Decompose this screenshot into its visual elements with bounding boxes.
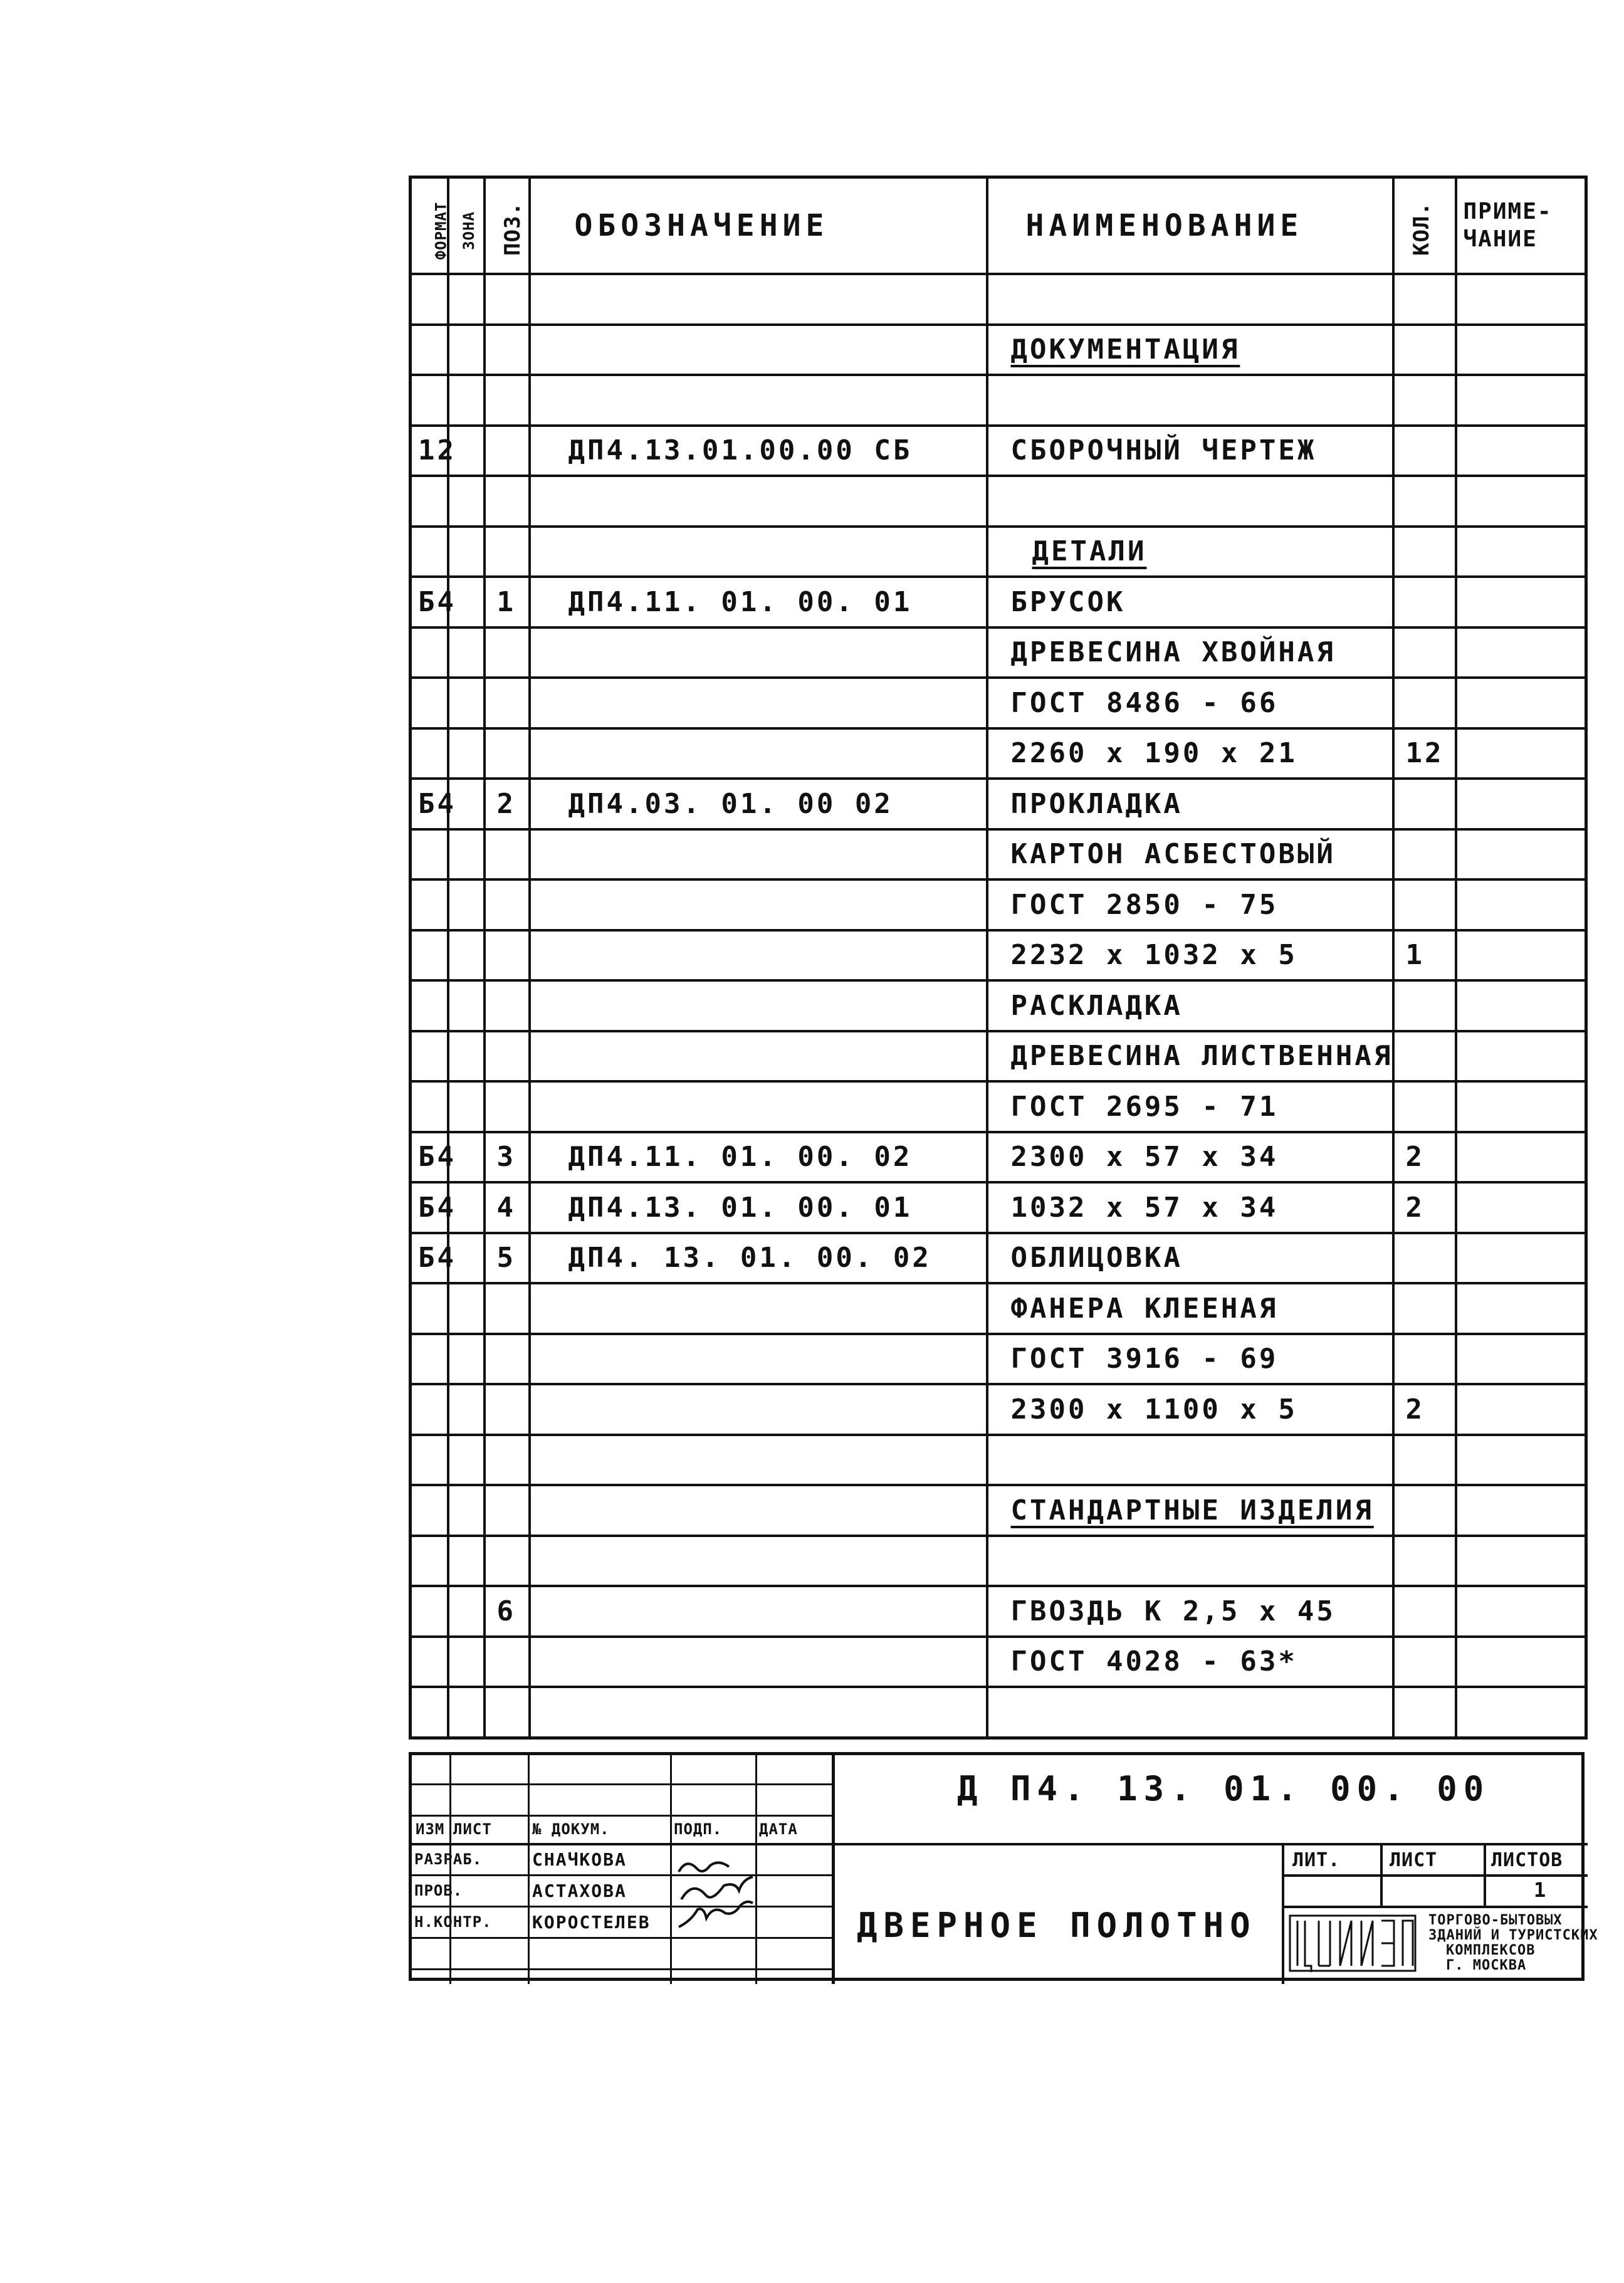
- name-cell: [987, 1536, 1393, 1587]
- note-cell: [1456, 375, 1586, 426]
- position-cell: [485, 1536, 530, 1587]
- quantity-cell: [1393, 1334, 1456, 1385]
- format-cell: [411, 1435, 448, 1486]
- position-cell: [485, 325, 530, 375]
- note-cell: [1456, 274, 1586, 325]
- position-cell: 4: [485, 1182, 530, 1233]
- designation-cell: ДП4. 13. 01. 00. 02: [530, 1233, 987, 1284]
- label-list: ЛИСТ: [453, 1820, 492, 1838]
- position-cell: [485, 1637, 530, 1687]
- name-cell: БРУСОК: [987, 577, 1393, 627]
- zone-cell: [448, 678, 485, 728]
- format-cell: [411, 1081, 448, 1132]
- table-row: [411, 1182, 1586, 1233]
- table-row: [411, 1586, 1586, 1637]
- designation-cell: [530, 980, 987, 1031]
- name-cell: 1032 х 57 х 34: [987, 1182, 1393, 1233]
- position-cell: [485, 980, 530, 1031]
- note-cell: [1456, 426, 1586, 476]
- header-qty: КОЛ.: [1393, 177, 1456, 275]
- organization-logo: [1286, 1912, 1424, 1975]
- quantity-cell: [1393, 325, 1456, 375]
- position-cell: [485, 829, 530, 880]
- quantity-cell: 1: [1393, 930, 1456, 981]
- quantity-cell: [1393, 980, 1456, 1031]
- note-cell: [1456, 728, 1586, 779]
- name-cell: 2300 х 57 х 34: [987, 1132, 1393, 1183]
- note-cell: [1456, 879, 1586, 930]
- table-row: [411, 375, 1586, 426]
- table-row: [411, 930, 1586, 981]
- header-designation: ОБОЗНАЧЕНИЕ: [530, 177, 987, 275]
- quantity-cell: [1393, 1283, 1456, 1334]
- position-cell: [485, 627, 530, 678]
- label-izm: ИЗМ: [416, 1820, 445, 1838]
- name-cell: ГОСТ 2850 - 75: [987, 879, 1393, 930]
- position-cell: 6: [485, 1586, 530, 1637]
- note-cell: [1456, 1132, 1586, 1183]
- zone-cell: [448, 325, 485, 375]
- designation-cell: ДП4.11. 01. 00. 02: [530, 1132, 987, 1183]
- designation-cell: [530, 476, 987, 527]
- format-cell: [411, 1031, 448, 1082]
- table-row: [411, 1384, 1586, 1435]
- position-cell: [485, 426, 530, 476]
- header-row: [411, 177, 1586, 275]
- zone-cell: [448, 1687, 485, 1738]
- zone-cell: [448, 829, 485, 880]
- zone-cell: [448, 1283, 485, 1334]
- position-cell: [485, 930, 530, 981]
- role-checker: ПРОВ.: [414, 1882, 463, 1899]
- designation-cell: [530, 1485, 987, 1536]
- name-cell: ГОСТ 4028 - 63*: [987, 1637, 1393, 1687]
- specification-sheet: [409, 176, 1598, 1981]
- zone-cell: [448, 274, 485, 325]
- role-developer: РАЗРАБ.: [414, 1850, 483, 1868]
- zone-cell: [448, 1031, 485, 1082]
- name-developer: СНАЧКОВА: [532, 1849, 627, 1870]
- note-cell: [1456, 1334, 1586, 1385]
- note-cell: [1456, 1485, 1586, 1536]
- note-cell: [1456, 980, 1586, 1031]
- note-cell: [1456, 476, 1586, 527]
- note-cell: [1456, 1283, 1586, 1334]
- name-cell: СТАНДАРТНЫЕ ИЗДЕЛИЯ: [987, 1485, 1393, 1536]
- format-cell: [411, 1586, 448, 1637]
- zone-cell: [448, 1586, 485, 1637]
- table-row: [411, 1031, 1586, 1082]
- format-cell: Б4: [411, 1132, 448, 1183]
- quantity-cell: [1393, 678, 1456, 728]
- position-cell: [485, 476, 530, 527]
- format-cell: [411, 930, 448, 981]
- quantity-cell: [1393, 577, 1456, 627]
- name-cell: ДЕТАЛИ: [987, 527, 1393, 577]
- quantity-cell: [1393, 779, 1456, 829]
- label-date: ДАТА: [759, 1820, 798, 1838]
- note-cell: [1456, 1435, 1586, 1486]
- quantity-cell: 12: [1393, 728, 1456, 779]
- designation-cell: [530, 678, 987, 728]
- format-cell: [411, 1485, 448, 1536]
- position-cell: 1: [485, 577, 530, 627]
- name-cell: ДРЕВЕСИНА ХВОЙНАЯ: [987, 627, 1393, 678]
- format-cell: 12: [411, 426, 448, 476]
- quantity-cell: [1393, 829, 1456, 880]
- designation-cell: ДП4.03. 01. 00 02: [530, 779, 987, 829]
- table-row: [411, 1485, 1586, 1536]
- name-cell: 2300 х 1100 х 5: [987, 1384, 1393, 1435]
- designation-cell: [530, 1384, 987, 1435]
- format-cell: [411, 1334, 448, 1385]
- position-cell: [485, 1283, 530, 1334]
- format-cell: Б4: [411, 779, 448, 829]
- header-format: ФОРМАТ: [411, 177, 448, 275]
- note-cell: [1456, 527, 1586, 577]
- zone-cell: [448, 980, 485, 1031]
- position-cell: [485, 1384, 530, 1435]
- note-cell: [1456, 1536, 1586, 1587]
- format-cell: [411, 980, 448, 1031]
- format-cell: Б4: [411, 577, 448, 627]
- position-cell: 2: [485, 779, 530, 829]
- table-row: [411, 1637, 1586, 1687]
- quantity-cell: [1393, 1637, 1456, 1687]
- note-cell: [1456, 930, 1586, 981]
- format-cell: [411, 1283, 448, 1334]
- header-pos: ПОЗ.: [485, 177, 530, 275]
- note-cell: [1456, 1081, 1586, 1132]
- designation-cell: [530, 1334, 987, 1385]
- format-cell: Б4: [411, 1182, 448, 1233]
- table-row: [411, 980, 1586, 1031]
- designation-cell: [530, 879, 987, 930]
- designation-cell: [530, 829, 987, 880]
- format-cell: [411, 728, 448, 779]
- org-line-1: ТОРГОВО-БЫТОВЫХ: [1428, 1913, 1563, 1928]
- name-cell: 2260 х 190 х 21: [987, 728, 1393, 779]
- quantity-cell: [1393, 627, 1456, 678]
- note-cell: [1456, 1233, 1586, 1284]
- quantity-cell: [1393, 1687, 1456, 1738]
- label-sheets: ЛИСТОВ: [1491, 1849, 1563, 1871]
- format-cell: [411, 476, 448, 527]
- position-cell: [485, 1687, 530, 1738]
- name-cell: ДОКУМЕНТАЦИЯ: [987, 325, 1393, 375]
- position-cell: [485, 728, 530, 779]
- table-row: [411, 577, 1586, 627]
- note-cell: [1456, 1586, 1586, 1637]
- table-row: [411, 627, 1586, 678]
- designation-cell: [530, 1031, 987, 1082]
- name-cell: 2232 х 1032 х 5: [987, 930, 1393, 981]
- table-row: [411, 426, 1586, 476]
- table-row: [411, 1081, 1586, 1132]
- position-cell: [485, 1485, 530, 1536]
- table-row: [411, 1536, 1586, 1587]
- position-cell: [485, 678, 530, 728]
- name-cell: ГОСТ 3916 - 69: [987, 1334, 1393, 1385]
- quantity-cell: [1393, 1233, 1456, 1284]
- org-line-4: Г. МОСКВА: [1446, 1958, 1527, 1973]
- note-cell: [1456, 577, 1586, 627]
- zone-cell: [448, 1536, 485, 1587]
- designation-cell: [530, 1435, 987, 1486]
- quantity-cell: 2: [1393, 1384, 1456, 1435]
- zone-cell: [448, 930, 485, 981]
- table-row: [411, 879, 1586, 930]
- role-norm-control: Н.КОНТР.: [414, 1913, 492, 1931]
- header-zone: ЗОНА: [448, 177, 485, 275]
- quantity-cell: [1393, 1485, 1456, 1536]
- zone-cell: [448, 1637, 485, 1687]
- table-row: [411, 1435, 1586, 1486]
- name-cell: ПРОКЛАДКА: [987, 779, 1393, 829]
- format-cell: [411, 1536, 448, 1587]
- name-cell: [987, 1435, 1393, 1486]
- zone-cell: [448, 476, 485, 527]
- format-cell: [411, 274, 448, 325]
- zone-cell: [448, 627, 485, 678]
- zone-cell: [448, 375, 485, 426]
- designation-cell: [530, 1081, 987, 1132]
- zone-cell: [448, 1435, 485, 1486]
- format-cell: [411, 527, 448, 577]
- note-cell: [1456, 627, 1586, 678]
- header-name: НАИМЕНОВАНИЕ: [987, 177, 1393, 275]
- name-checker: АСТАХОВА: [532, 1881, 627, 1901]
- quantity-cell: [1393, 527, 1456, 577]
- quantity-cell: [1393, 274, 1456, 325]
- designation-cell: [530, 1536, 987, 1587]
- name-cell: ГОСТ 2695 - 71: [987, 1081, 1393, 1132]
- table-row: [411, 1283, 1586, 1334]
- designation-cell: [530, 728, 987, 779]
- quantity-cell: [1393, 879, 1456, 930]
- table-row: [411, 829, 1586, 880]
- quantity-cell: [1393, 1081, 1456, 1132]
- position-cell: [485, 879, 530, 930]
- zone-cell: [448, 728, 485, 779]
- note-cell: [1456, 829, 1586, 880]
- position-cell: [485, 527, 530, 577]
- position-cell: [485, 274, 530, 325]
- zone-cell: [448, 1334, 485, 1385]
- designation-cell: [530, 325, 987, 375]
- header-note: ПРИМЕ-ЧАНИЕ: [1456, 177, 1586, 275]
- note-cell: [1456, 1031, 1586, 1082]
- name-cell: РАСКЛАДКА: [987, 980, 1393, 1031]
- table-row: [411, 476, 1586, 527]
- format-cell: [411, 829, 448, 880]
- note-cell: [1456, 325, 1586, 375]
- position-cell: 5: [485, 1233, 530, 1284]
- title-block: [409, 1752, 1598, 1981]
- zone-cell: [448, 1384, 485, 1435]
- sheets-value: 1: [1534, 1878, 1547, 1902]
- quantity-cell: [1393, 476, 1456, 527]
- signatures: [674, 1847, 793, 1941]
- designation-cell: [530, 1687, 987, 1738]
- table-row: [411, 728, 1586, 779]
- document-code: Д П4. 13. 01. 00. 00: [957, 1769, 1490, 1808]
- name-cell: ДРЕВЕСИНА ЛИСТВЕННАЯ: [987, 1031, 1393, 1082]
- document-title: ДВЕРНОЕ ПОЛОТНО: [857, 1906, 1257, 1945]
- position-cell: [485, 1031, 530, 1082]
- note-cell: [1456, 1687, 1586, 1738]
- table-row: [411, 1233, 1586, 1284]
- name-cell: СБОРОЧНЫЙ ЧЕРТЕЖ: [987, 426, 1393, 476]
- note-cell: [1456, 678, 1586, 728]
- name-cell: [987, 476, 1393, 527]
- table-row: [411, 325, 1586, 375]
- format-cell: [411, 627, 448, 678]
- quantity-cell: [1393, 375, 1456, 426]
- note-cell: [1456, 1182, 1586, 1233]
- quantity-cell: 2: [1393, 1132, 1456, 1183]
- designation-cell: [530, 375, 987, 426]
- format-cell: [411, 879, 448, 930]
- designation-cell: ДП4.13.01.00.00 СБ: [530, 426, 987, 476]
- name-cell: ГОСТ 8486 - 66: [987, 678, 1393, 728]
- position-cell: [485, 1081, 530, 1132]
- designation-cell: ДП4.13. 01. 00. 01: [530, 1182, 987, 1233]
- org-line-3: КОМПЛЕКСОВ: [1446, 1943, 1536, 1958]
- designation-cell: [530, 1586, 987, 1637]
- quantity-cell: [1393, 1586, 1456, 1637]
- name-cell: [987, 1687, 1393, 1738]
- note-cell: [1456, 1384, 1586, 1435]
- name-cell: ФАНЕРА КЛЕЕНАЯ: [987, 1283, 1393, 1334]
- table-row: [411, 274, 1586, 325]
- format-cell: Б4: [411, 1233, 448, 1284]
- position-cell: [485, 375, 530, 426]
- zone-cell: [448, 879, 485, 930]
- name-cell: КАРТОН АСБЕСТОВЫЙ: [987, 829, 1393, 880]
- label-sheet: ЛИСТ: [1390, 1849, 1438, 1871]
- designation-cell: [530, 1637, 987, 1687]
- quantity-cell: [1393, 1435, 1456, 1486]
- format-cell: [411, 325, 448, 375]
- format-cell: [411, 1384, 448, 1435]
- name-cell: ГВОЗДЬ К 2,5 х 45: [987, 1586, 1393, 1637]
- table-row: [411, 1132, 1586, 1183]
- position-cell: [485, 1334, 530, 1385]
- name-norm-control: КОРОСТЕЛЕВ: [532, 1912, 651, 1933]
- table-row: [411, 1687, 1586, 1738]
- format-cell: [411, 375, 448, 426]
- note-cell: [1456, 779, 1586, 829]
- table-row: [411, 678, 1586, 728]
- name-cell: [987, 274, 1393, 325]
- zone-cell: [448, 1485, 485, 1536]
- position-cell: [485, 1435, 530, 1486]
- table-row: [411, 527, 1586, 577]
- designation-cell: ДП4.11. 01. 00. 01: [530, 577, 987, 627]
- position-cell: 3: [485, 1132, 530, 1183]
- quantity-cell: [1393, 426, 1456, 476]
- note-cell: [1456, 1637, 1586, 1687]
- format-cell: [411, 678, 448, 728]
- table-row: [411, 779, 1586, 829]
- quantity-cell: 2: [1393, 1182, 1456, 1233]
- label-sign: ПОДП.: [674, 1820, 723, 1838]
- name-cell: [987, 375, 1393, 426]
- designation-cell: [530, 274, 987, 325]
- name-cell: ОБЛИЦОВКА: [987, 1233, 1393, 1284]
- zone-cell: [448, 527, 485, 577]
- specification-table: [409, 176, 1588, 1740]
- format-cell: [411, 1637, 448, 1687]
- format-cell: [411, 1687, 448, 1738]
- designation-cell: [530, 527, 987, 577]
- zone-cell: [448, 1081, 485, 1132]
- designation-cell: [530, 1283, 987, 1334]
- quantity-cell: [1393, 1031, 1456, 1082]
- designation-cell: [530, 930, 987, 981]
- table-row: [411, 1334, 1586, 1385]
- label-ndoc: № ДОКУМ.: [532, 1820, 610, 1838]
- designation-cell: [530, 627, 987, 678]
- label-lit: ЛИТ.: [1292, 1849, 1341, 1871]
- org-line-2: ЗДАНИЙ И ТУРИСТСКИХ: [1428, 1928, 1598, 1943]
- quantity-cell: [1393, 1536, 1456, 1587]
